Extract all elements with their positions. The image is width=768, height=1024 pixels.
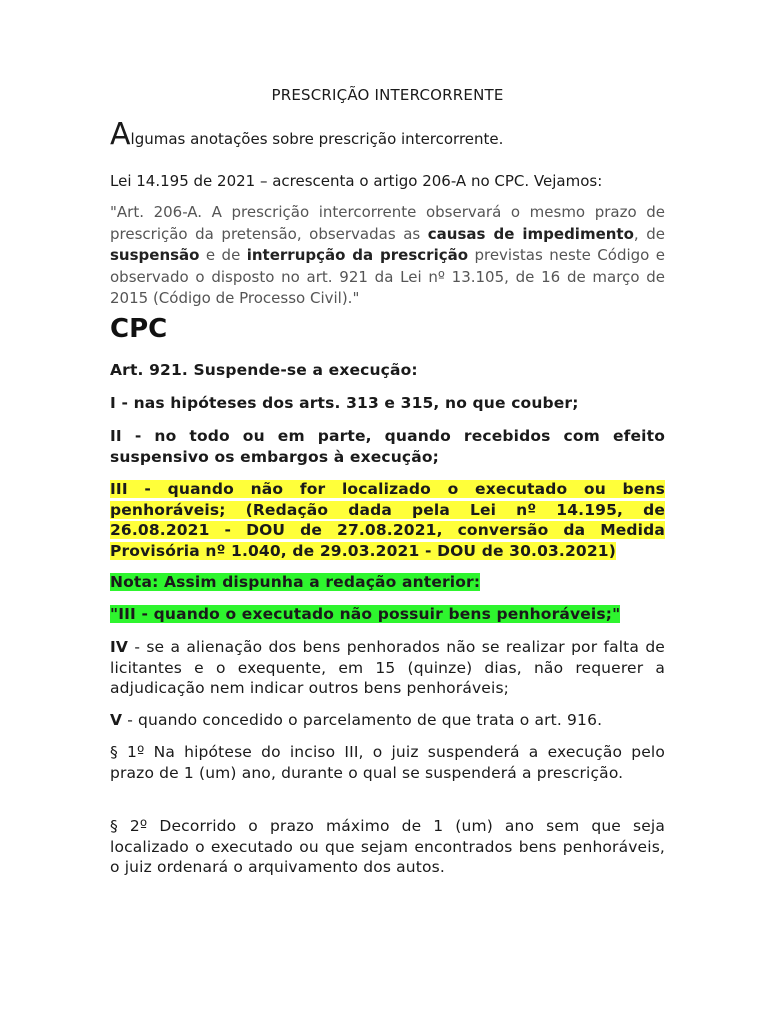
quote-text: "Art. 206-A. A prescrição intercorrente observará o mesmo prazo de prescrição da pretensão, observadas as [110, 203, 665, 243]
old-inciso-iii-highlight: "III - quando o executado não possuir bens penhoráveis;" [110, 605, 621, 623]
inciso-iii-highlight: III - quando não for localizado o executado ou bens penhoráveis; (Redação dada pela Lei nº 14.195, de 26.08.2021 - DOU de 27.08.2021, conversão da Medida Provisória nº 1.040, de 29.03.2021 - DOU de 30.03.2021) [110, 480, 665, 560]
nota-line [110, 572, 665, 593]
inciso-v-text: - quando concedido o parcelamento de que trata o art. 916. [122, 711, 603, 729]
quote-text: e de [199, 246, 247, 264]
inciso-v-label: V [110, 711, 123, 729]
intro-text: lgumas anotações sobre prescrição intercorrente. [130, 130, 504, 148]
quote-text: , de [633, 224, 665, 243]
nota-highlight: Nota: Assim dispunha a redação anterior: [110, 573, 481, 591]
art-921-heading: Art. 921. Suspende-se a execução: [110, 361, 418, 379]
inciso-iv-text: - se a alienação dos bens penhorados não se realizar por falta de licitantes e o exequente, em 15 (quinze) dias, não requerer a adjudicação nem indicar outros bens penhoráveis; [110, 638, 665, 697]
intro-line [110, 117, 504, 152]
inciso-v [110, 710, 665, 731]
drop-cap: A [110, 117, 131, 152]
document-title: PRESCRIÇÃO INTERCORRENTE [271, 86, 504, 104]
inciso-iv-label: IV [110, 638, 129, 656]
law-line: Lei 14.195 de 2021 – acrescenta o artigo 206-A no CPC. Vejamos: [110, 172, 603, 190]
quote-bold-interrupcao: interrupção da prescrição [246, 246, 469, 264]
quote-bold-impedimento: causas de impedimento [427, 224, 634, 243]
quote-text: previstas neste Código e observado o disposto no art. 921 da Lei nº 13.105, de 16 de março de 2015 (Código de Processo Civil)." [110, 246, 665, 307]
paragraph-1: § 1º Na hipótese do inciso III, o juiz suspenderá a execução pelo prazo de 1 (um) ano, durante o qual se suspenderá a prescrição. [110, 743, 665, 782]
cpc-heading: CPC [110, 314, 168, 344]
quote-bold-suspensao: suspensão [110, 246, 200, 264]
inciso-ii: II - no todo ou em parte, quando recebidos com efeito suspensivo os embargos à execução; [110, 427, 665, 466]
article-206a-quote [110, 202, 665, 310]
paragraph-2: § 2º Decorrido o prazo máximo de 1 (um) ano sem que seja localizado o executado ou que sejam encontrados bens penhoráveis, o juiz ordenará o arquivamento dos autos. [110, 817, 665, 876]
inciso-i: I - nas hipóteses dos arts. 313 e 315, no que couber; [110, 394, 579, 412]
inciso-iv [110, 637, 665, 699]
old-inciso-iii [110, 604, 665, 625]
inciso-iii [110, 479, 665, 561]
